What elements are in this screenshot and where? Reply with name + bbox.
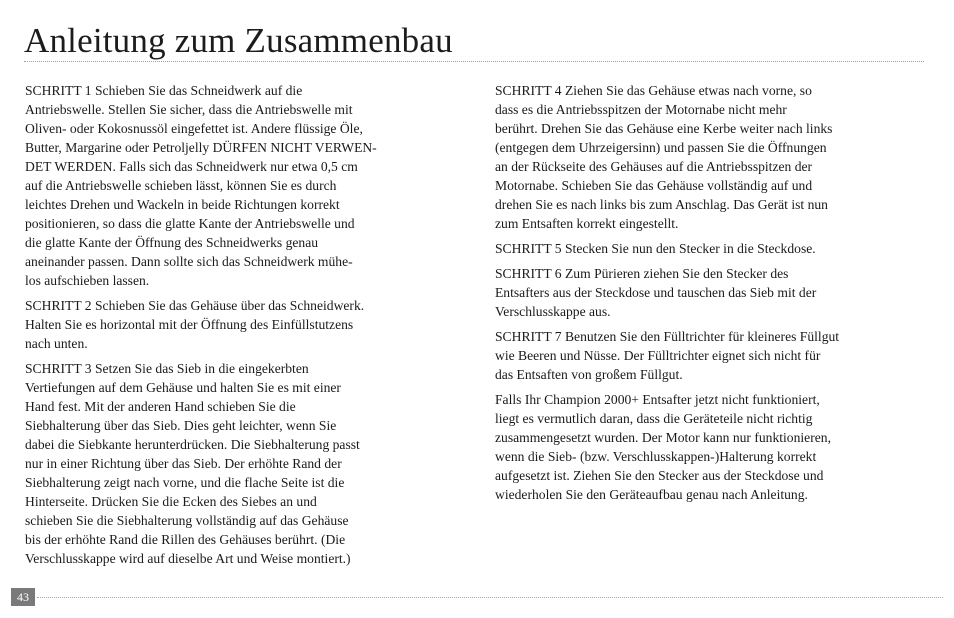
page-title: Anleitung zum Zusammenbau	[24, 21, 453, 60]
step-5-paragraph: SCHRITT 5 Stecken Sie nun den Stecker in die Steckdose.	[495, 241, 816, 256]
title-divider	[24, 61, 924, 62]
left-column	[25, 81, 453, 574]
page-number: 43	[11, 588, 35, 606]
right-column	[495, 81, 927, 510]
step-4-paragraph: SCHRITT 4 Ziehen Sie das Gehäuse etwas nach vorne, so dass es die Antriebsspitzen der Motornabe nicht mehr berührt. Drehen Sie das Gehäuse eine Kerbe weiter nach links (entgegen dem Uhrzeigersinn) und passen Sie die Öffnungen an der Rückseite des Gehäuses auf die Antriebsspitzen der Motornabe. Schieben Sie das Gehäuse vollständig auf und drehen Sie es nach links bis zum Anschlag. Das Gerät ist nun zum Entsaften korrekt eingestellt.	[495, 83, 833, 231]
step-1-paragraph: SCHRITT 1 Schieben Sie das Schneidwerk auf die Antriebswelle. Stellen Sie sicher, dass die Antriebswelle mit Oliven- oder Kokosnussöl eingefettet ist. Andere flüssige Öle, Butter, Margarine oder Petroljelly DÜRFEN NICHT VERWEN- DET WERDEN. Falls sich das Schneidwerk nur etwa 0,5 cm auf die Antriebswelle schieben lässt, können Sie es durch leichtes Drehen und Wackeln in beide Richtungen korrekt positionieren, so dass die glatte Kante der Antriebswelle und die glatte Kante der Öffnung des Schneidwerks genau aneinander passen. Dann sollte sich das Schneidwerk mühe- los aufschieben lassen.	[25, 83, 377, 288]
troubleshooting-paragraph: Falls Ihr Champion 2000+ Entsafter jetzt nicht funktioniert, liegt es vermutlich daran, dass die Geräteteile nicht richtig zusammengesetzt wurden. Der Motor kann nur funktionieren, wenn die Sieb- (bzw. Verschlusskappen-)Halterung korrekt aufgesetzt ist. Ziehen Sie den Stecker aus der Steckdose und wiederholen Sie den Geräteaufbau genau nach Anleitung.	[495, 392, 831, 502]
step-3-paragraph: SCHRITT 3 Setzen Sie das Sieb in die eingekerbten Vertiefungen auf dem Gehäuse und halten Sie es mit einer Hand fest. Mit der anderen Hand schieben Sie die Siebhalterung über das Sieb. Dies geht leichter, wenn Sie dabei die Siebkante herunterdrücken. Die Siebhalterung passt nur in einer Richtung über das Sieb. Der erhöhte Rand der Siebhalterung zeigt nach vorne, und die flache Seite ist die Hinterseite. Drücken Sie die Ecken des Siebes an und schieben Sie die Siebhalterung vollständig auf das Gehäuse bis der erhöhte Rand die Rillen des Gehäuses berührt. (Die Verschlusskappe wird auf dieselbe Art und Weise montiert.)	[25, 361, 360, 566]
footer-divider	[37, 597, 943, 598]
step-2-paragraph: SCHRITT 2 Schieben Sie das Gehäuse über das Schneidwerk. Halten Sie es horizontal mit der Öffnung des Einfüllstutzens nach unten.	[25, 298, 365, 351]
step-7-paragraph: SCHRITT 7 Benutzen Sie den Fülltrichter für kleineres Füllgut wie Beeren und Nüsse. Der Fülltrichter eignet sich nicht für das Entsaften von großem Füllgut.	[495, 329, 840, 382]
step-6-paragraph: SCHRITT 6 Zum Pürieren ziehen Sie den Stecker des Entsafters aus der Steckdose und tauschen das Sieb mit der Verschlusskappe aus.	[495, 266, 817, 319]
